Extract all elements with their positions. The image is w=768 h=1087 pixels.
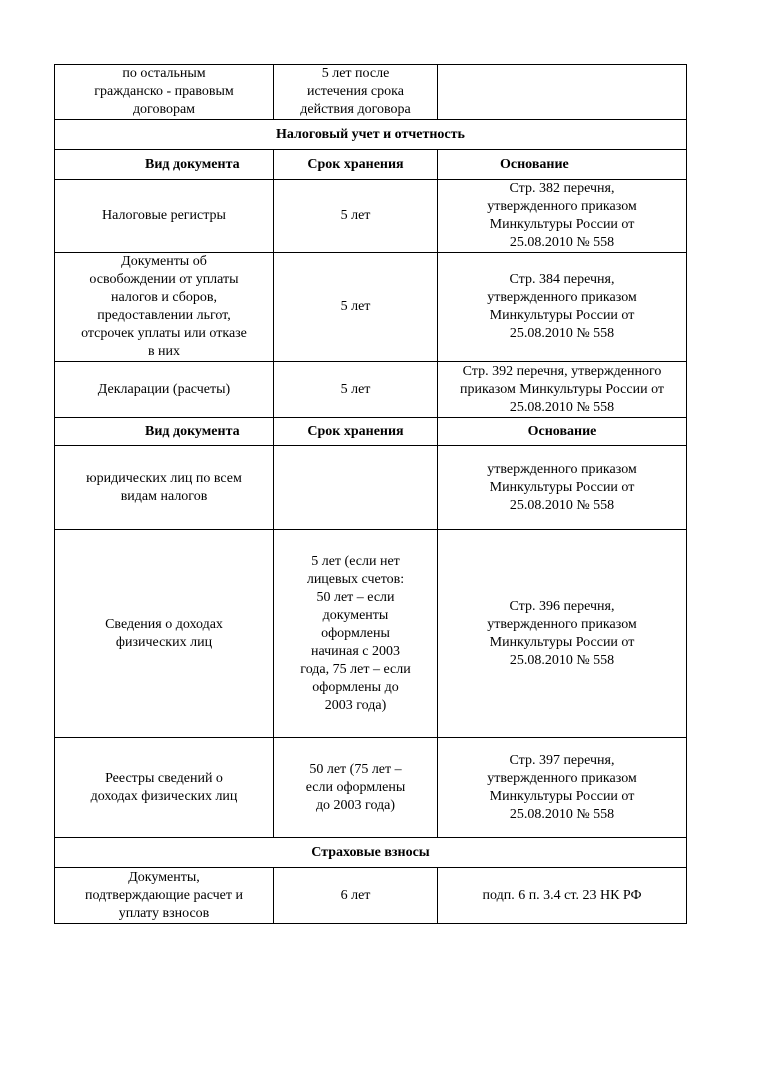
retention-term-cell bbox=[274, 362, 438, 418]
retention-term-cell bbox=[274, 868, 438, 924]
table-row bbox=[55, 253, 687, 362]
basis: Стр. 392 перечня, утвержденного приказом Минкультуры России от 25.08.2010 № 558 bbox=[459, 363, 665, 415]
retention-term: 5 лет (если нет лицевых счетов: 50 лет – если документы оформлены начиная с 2003 года, 75 лет – если оформлены до 2003 года) bbox=[300, 553, 411, 713]
basis-cell bbox=[438, 253, 687, 362]
retention-term: 50 лет (75 лет – если оформлены до 2003 года) bbox=[305, 761, 406, 813]
document-type: Документы об освобождении от уплаты налогов и сборов, предоставлении льгот, отсрочек уплаты или отказе в них bbox=[81, 254, 247, 359]
basis-cell bbox=[438, 362, 687, 418]
retention-term-cell bbox=[274, 65, 438, 120]
retention-term: 5 лет bbox=[340, 381, 371, 397]
document-type: по остальным гражданско - правовым договорам bbox=[94, 66, 234, 117]
header-row bbox=[55, 418, 687, 446]
retention-term-cell bbox=[274, 530, 438, 738]
document-type: Декларации (расчеты) bbox=[97, 381, 231, 397]
document-type: Реестры сведений о доходах физических лиц bbox=[90, 770, 238, 804]
section-row bbox=[55, 838, 687, 868]
table-row bbox=[55, 180, 687, 253]
document-type-cell bbox=[55, 738, 274, 838]
document-type-cell bbox=[55, 65, 274, 120]
col-header-term: Срок хранения bbox=[274, 150, 438, 180]
basis-cell bbox=[438, 446, 687, 530]
basis: подп. 6 п. 3.4 ст. 23 НК РФ bbox=[482, 887, 642, 903]
section-row bbox=[55, 120, 687, 150]
document-type-cell bbox=[55, 180, 274, 253]
document-type: юридических лиц по всем видам налогов bbox=[86, 471, 242, 504]
basis-cell bbox=[438, 180, 687, 253]
document-type-cell bbox=[55, 530, 274, 738]
retention-table bbox=[54, 64, 687, 924]
header-row bbox=[55, 150, 687, 180]
table-row bbox=[55, 530, 687, 738]
basis-cell bbox=[438, 868, 687, 924]
basis-cell bbox=[438, 738, 687, 838]
document-type: Сведения о доходах физических лиц bbox=[105, 616, 223, 650]
basis-cell bbox=[438, 65, 687, 120]
col-header-term: Срок хранения bbox=[274, 418, 438, 446]
col-header-type: Вид документа bbox=[55, 150, 274, 180]
document-type-cell bbox=[55, 446, 274, 530]
retention-term: 5 лет после истечения срока действия договора bbox=[300, 66, 411, 117]
table-row bbox=[55, 446, 687, 530]
basis: Стр. 396 перечня, утвержденного приказом Минкультуры России от 25.08.2010 № 558 bbox=[487, 598, 637, 668]
section-title-insurance: Страховые взносы bbox=[55, 838, 687, 868]
basis: Стр. 397 перечня, утвержденного приказом Минкультуры России от 25.08.2010 № 558 bbox=[487, 752, 637, 822]
retention-term: 5 лет bbox=[340, 299, 371, 314]
table-row bbox=[55, 65, 687, 120]
table-row bbox=[55, 738, 687, 838]
retention-term-cell bbox=[274, 180, 438, 253]
retention-term: 5 лет bbox=[340, 208, 371, 223]
document-type: Документы, подтверждающие расчет и уплату взносов bbox=[84, 869, 244, 921]
col-header-basis: Основание bbox=[438, 418, 687, 446]
retention-term-cell bbox=[274, 253, 438, 362]
document-type-cell bbox=[55, 253, 274, 362]
basis: Стр. 382 перечня, утвержденного приказом Минкультуры России от 25.08.2010 № 558 bbox=[487, 181, 637, 250]
document-type-cell bbox=[55, 362, 274, 418]
retention-term: 6 лет bbox=[340, 887, 371, 903]
document-type-cell bbox=[55, 868, 274, 924]
table-row bbox=[55, 868, 687, 924]
document-type: Налоговые регистры bbox=[102, 208, 226, 223]
basis: Стр. 384 перечня, утвержденного приказом Минкультуры России от 25.08.2010 № 558 bbox=[487, 272, 637, 341]
retention-term-cell bbox=[274, 446, 438, 530]
basis-cell bbox=[438, 530, 687, 738]
col-header-basis: Основание bbox=[438, 150, 687, 180]
retention-term-cell bbox=[274, 738, 438, 838]
section-title-tax: Налоговый учет и отчетность bbox=[55, 120, 687, 150]
table-row bbox=[55, 362, 687, 418]
col-header-type: Вид документа bbox=[55, 418, 274, 446]
basis: утвержденного приказом Минкультуры России от 25.08.2010 № 558 bbox=[487, 462, 637, 513]
